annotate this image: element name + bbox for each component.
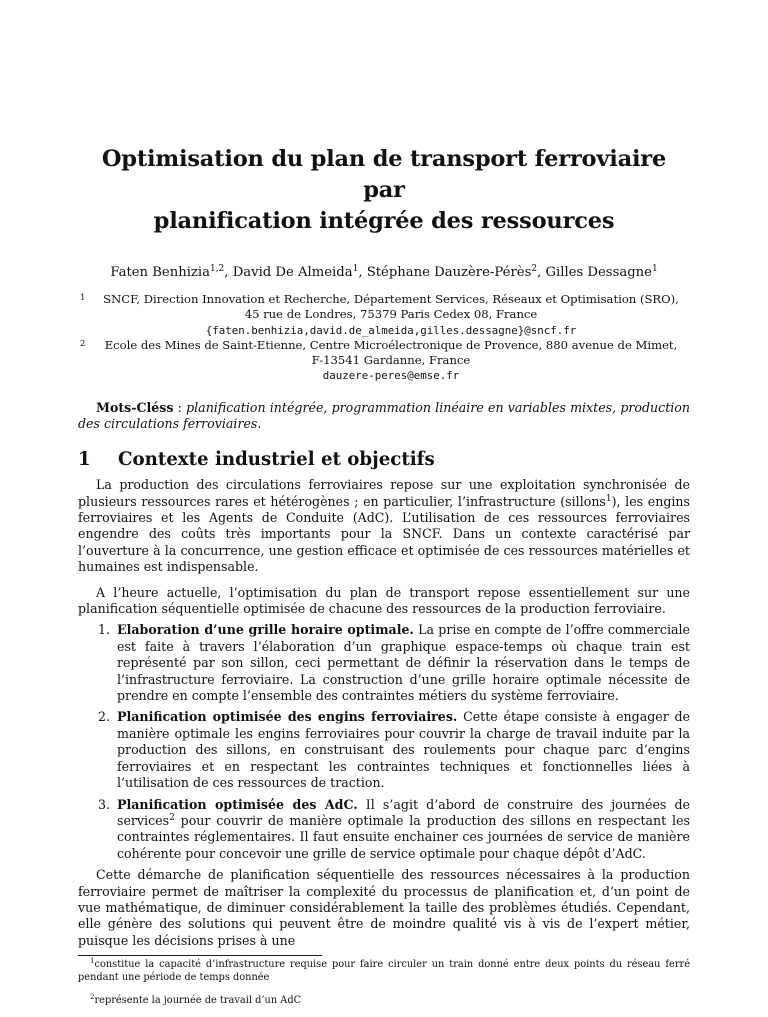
footnote-ref: 1 (605, 493, 612, 504)
paragraph: A l’heure actuelle, l’optimisation du plan de transport repose essentiellement sur une planification séquentielle optimisée de chacune des ressources de la production ferroviaire. (78, 584, 690, 617)
list-item: 1. Elaboration d’une grille horaire optimale. La prise en compte de l’offre commerciale est faite à travers l’élaboration d’un graphique espace-temps où chaque train est représenté par son sillon, ceci permettant de définir la réservation dans le temps de l’infrastructure ferroviaire. La construction d’une grille horaire optimale nécessite de prendre en compte l’ensemble des contraintes métiers du système ferroviaire. (98, 622, 690, 704)
affiliation-number: 2 (80, 338, 86, 349)
list-item-number: 3. (98, 796, 111, 812)
keywords-text: planification intégrée, programmation linéaire en variables mixtes, production des circulations ferroviaires. (78, 399, 690, 431)
footnote-1: $^1$constitue la capacité d’infrastructure requise pour faire circuler un train donné entre deux points du réseau ferré pendant une période de temps donnée (78, 957, 690, 984)
author: Gilles Dessagne$^1$ (545, 264, 658, 280)
author: David De Almeida$^1$, (232, 264, 367, 280)
section-title: Contexte industriel et objectifs (118, 449, 435, 471)
list-item: 2. Planification optimisée des engins ferroviaires. Cette étape consiste à engager de manière optimale les engins ferroviaires pour couvrir la charge de travail induite par la production des sillons, en construisant des roulements pour chaque parc d’engins ferroviaires et en respectant les contraintes techniques et fonctionnelles liées à l’utilisation de ces ressources de traction. (98, 709, 691, 791)
paper-title (78, 144, 690, 237)
list-item-number: 2. (98, 709, 111, 725)
affiliations (78, 292, 690, 384)
list-item-number: 1. (98, 622, 111, 638)
section-heading (78, 448, 690, 472)
footnote-2: $^2$représente la journée de travail d’un AdC (90, 992, 302, 1006)
paragraph: La production des circulations ferroviaires repose sur une exploitation synchronisée de plusieurs ressources rares et hétérogènes ; en particulier, l’infrastructure (sillons$^1$), les engins ferroviaires et les Agents de Conduite (AdC). L’utilisation de ces ressources ferroviaires engendre des coûts très importants pour la SNCF. Dans un contexte caractérisé par l’ouverture à la concurrence, une gestion efficace et optimisée de ces ressources matérielles et humaines est indispensable. (78, 477, 690, 575)
affiliation-email: dauzere-peres@emse.fr (322, 369, 460, 383)
author: Stéphane Dauzère-Pérès$^2$, (366, 264, 546, 280)
title-line-2: planification intégrée des ressources (153, 208, 615, 234)
section-number: 1 (78, 449, 91, 471)
list-item: 3. Planification optimisée des AdC. Il s’agit d’abord de construire des journées de services$^2$ pour couvrir de manière optimale la production des sillons en respectant les contraintes réglementaires. Il faut ensuite enchainer ces journées de service de manière cohérente pour concevoir une grille de service optimale pour chaque dépôt d’AdC. (98, 796, 690, 861)
numbered-list (78, 622, 690, 862)
affiliation-1 (78, 292, 690, 338)
keywords: Mots-Cléss : planification intégrée, programmation linéaire en variables mixtes, production des circulations ferroviaires. (78, 399, 690, 431)
affiliation-2 (78, 338, 690, 384)
author-list (78, 264, 690, 282)
title-line-1: Optimisation du plan de transport ferroviaire par (101, 146, 667, 203)
keywords-label: Mots-Cléss (96, 399, 174, 415)
affiliation-text: Ecole des Mines de Saint-Etienne, Centre Microélectronique de Provence, 880 avenue de Mimet, F-13541 Gardanne, France (104, 337, 678, 368)
footnote-rule (78, 955, 322, 956)
author: Faten Benhizia$^{1,2}$, (110, 264, 233, 280)
affiliation-email: {faten.benhizia,david.de_almeida,gilles.dessagne}@sncf.fr (205, 323, 577, 337)
footnote-ref: 2 (169, 812, 175, 823)
paper-page (78, 0, 690, 1017)
affiliation-text: SNCF, Direction Innovation et Recherche, Département Services, Réseaux et Optimisation (SRO), 45 rue de Londres, 75379 Paris Cedex 08, France (103, 292, 679, 322)
affiliation-number: 1 (80, 293, 86, 303)
paragraph: Cette démarche de planification séquentielle des ressources nécessaires à la production ferroviaire permet de maîtriser la complexité du processus de planification et, d’un point de vue mathématique, de diminuer considérablement la taille des problèmes étudiés. Cependant, elle génère des solutions qui peuvent être de moindre qualité vis à vis de l’expert métier, puisque les décisions prises à une (78, 867, 690, 948)
